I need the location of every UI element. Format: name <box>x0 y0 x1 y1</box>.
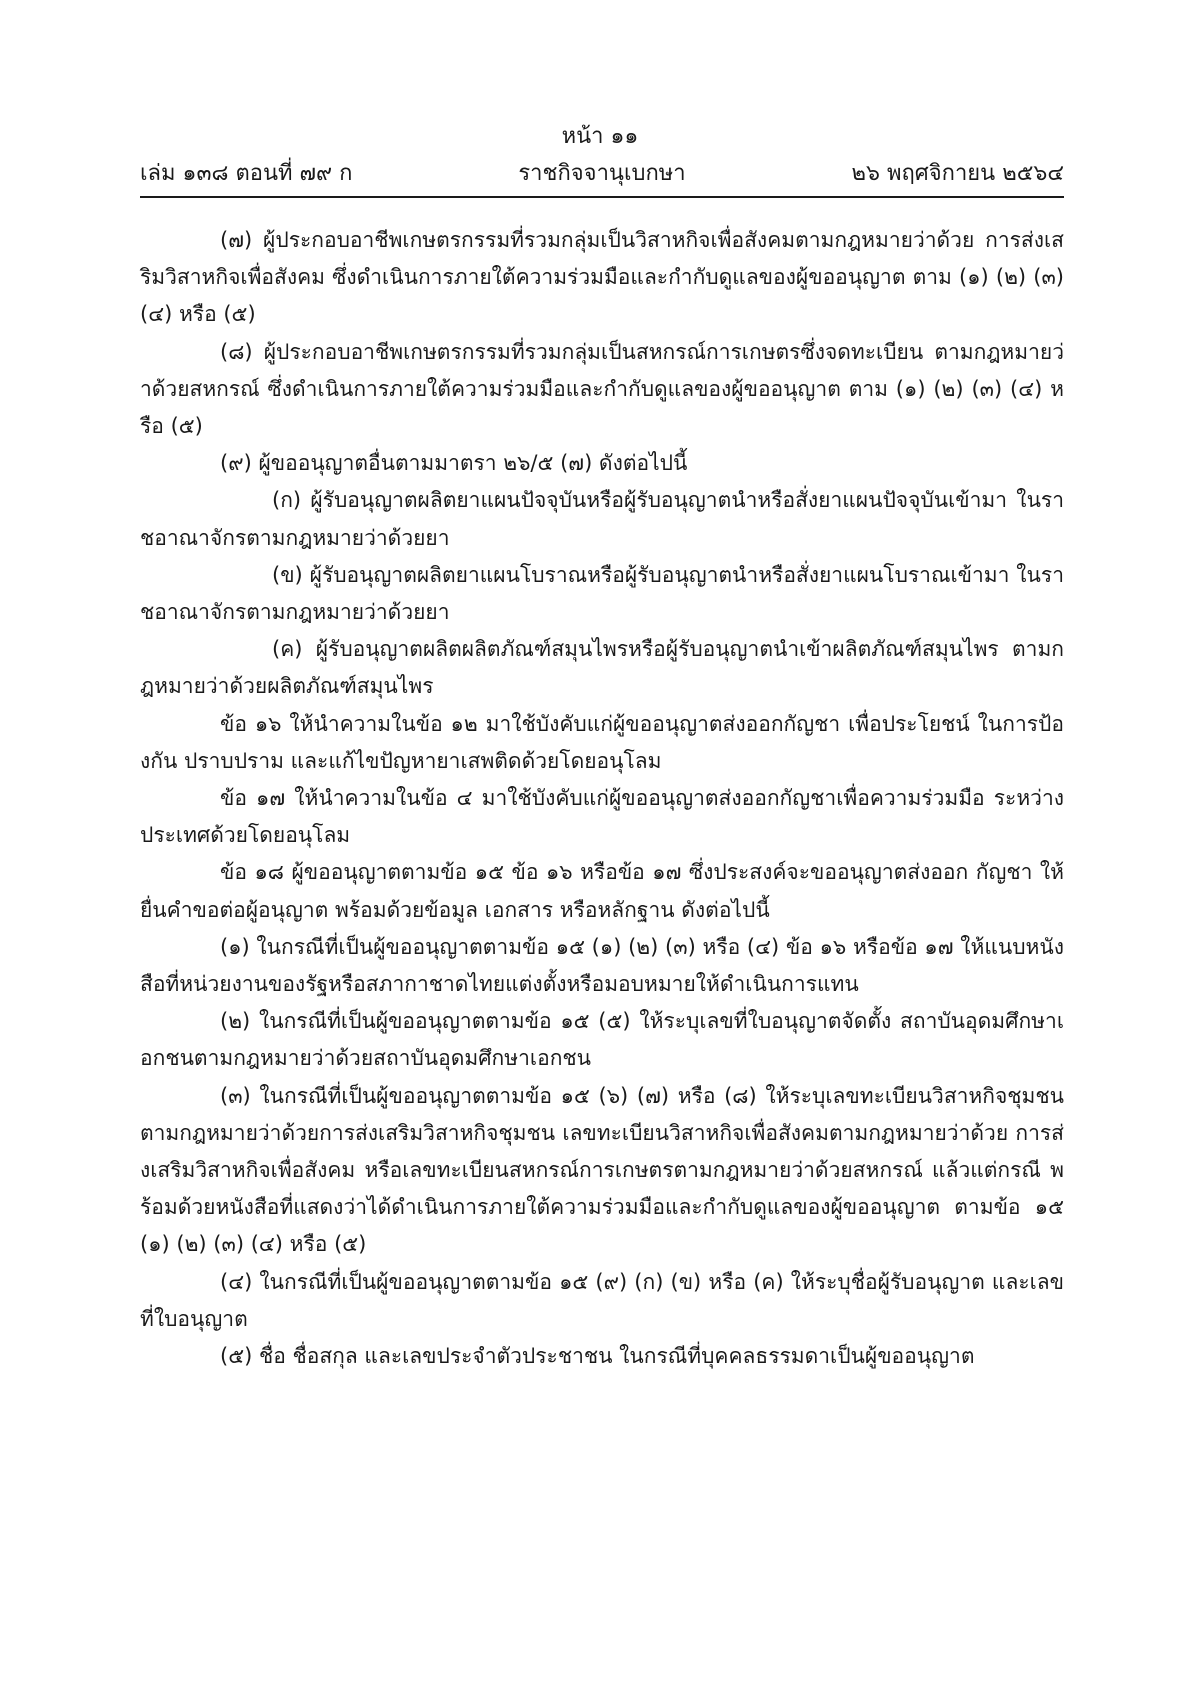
publication-name: ราชกิจจานุเบกษา <box>518 161 686 186</box>
paragraph-7: (๗) ผู้ประกอบอาชีพเกษตรกรรมที่รวมกลุ่มเป็นวิสาหกิจเพื่อสังคมตามกฎหมายว่าด้วย การส่งเสริมวิสาหกิจเพื่อสังคม ซึ่งดำเนินการภายใต้ความร่วมมือและกำกับดูแลของผู้ขออนุญาต ตาม (๑) (๒) (๓) (๔) หรือ (๕) <box>140 228 1064 327</box>
page-number: หน้า ๑๑ <box>561 124 639 149</box>
clause-17: ข้อ ๑๗ ให้นำความในข้อ ๔ มาใช้บังคับแก่ผู้ขออนุญาตส่งออกกัญชาเพื่อความร่วมมือ ระหว่างประเทศด้วยโดยอนุโลม <box>140 786 1064 848</box>
clause-18-item-5: (๕) ชื่อ ชื่อสกุล และเลขประจำตัวประชาชน ในกรณีที่บุคคลธรรมดาเป็นผู้ขออนุญาต <box>220 1344 975 1369</box>
clause-18-item-3: (๓) ในกรณีที่เป็นผู้ขออนุญาตตามข้อ ๑๕ (๖) (๗) หรือ (๘) ให้ระบุเลขทะเบียนวิสาหกิจชุมชน ตามกฎหมายว่าด้วยการส่งเสริมวิสาหกิจชุมชน เลขทะเบียนวิสาหกิจเพื่อสังคมตามกฎหมายว่าด้วย การส่งเสริมวิสาหกิจเพื่อสังคม หรือเลขทะเบียนสหกรณ์การเกษตรตามกฎหมายว่าด้วยสหกรณ์ แล้วแต่กรณี พร้อมด้วยหนังสือที่แสดงว่าได้ดำเนินการภายใต้ความร่วมมือและกำกับดูแลของผู้ขออนุญาต ตามข้อ ๑๕ (๑) (๒) (๓) (๔) หรือ (๕) <box>140 1083 1064 1257</box>
paragraph-9-ko: (ก) ผู้รับอนุญาตผลิตยาแผนปัจจุบันหรือผู้รับอนุญาตนำหรือสั่งยาแผนปัจจุบันเข้ามา ในราชอาณาจักรตามกฎหมายว่าด้วยยา <box>140 488 1064 550</box>
paragraph-9-kho: (ข) ผู้รับอนุญาตผลิตยาแผนโบราณหรือผู้รับอนุญาตนำหรือสั่งยาแผนโบราณเข้ามา ในราชอาณาจักรตามกฎหมายว่าด้วยยา <box>140 562 1064 625</box>
clause-16: ข้อ ๑๖ ให้นำความในข้อ ๑๒ มาใช้บังคับแก่ผู้ขออนุญาตส่งออกกัญชา เพื่อประโยชน์ ในการป้องกัน ปราบปราม และแก้ไขปัญหายาเสพติดด้วยโดยอนุโลม <box>140 711 1064 773</box>
clause-18-item-1: (๑) ในกรณีที่เป็นผู้ขออนุญาตตามข้อ ๑๕ (๑) (๒) (๓) หรือ (๔) ข้อ ๑๖ หรือข้อ ๑๗ ให้แนบหนังสือที่หน่วยงานของรัฐหรือสภากาชาดไทยแต่งตั้งหรือมอบหมายให้ดำเนินการแทน <box>140 934 1064 997</box>
document-body <box>140 222 1064 1375</box>
paragraph-9: (๙) ผู้ขออนุญาตอื่นตามมาตรา ๒๖/๕ (๗) ดังต่อไปนี้ <box>220 451 688 476</box>
clause-18: ข้อ ๑๘ ผู้ขออนุญาตตามข้อ ๑๕ ข้อ ๑๖ หรือข้อ ๑๗ ซึ่งประสงค์จะขออนุญาตส่งออก กัญชา ให้ยื่นคำขอต่อผู้อนุญาต พร้อมด้วยข้อมูล เอกสาร หรือหลักฐาน ดังต่อไปนี้ <box>140 860 1064 922</box>
publication-date: ๒๖ พฤศจิกายน ๒๕๖๔ <box>851 161 1064 186</box>
volume-issue: เล่ม ๑๓๘ ตอนที่ ๗๙ ก <box>140 161 353 186</box>
header-divider <box>140 196 1064 198</box>
paragraph-9-kho-khwai: (ค) ผู้รับอนุญาตผลิตผลิตภัณฑ์สมุนไพรหรือผู้รับอนุญาตนำเข้าผลิตภัณฑ์สมุนไพร ตามกฎหมายว่าด้วยผลิตภัณฑ์สมุนไพร <box>140 637 1064 699</box>
clause-18-item-2: (๒) ในกรณีที่เป็นผู้ขออนุญาตตามข้อ ๑๕ (๕) ให้ระบุเลขที่ใบอนุญาตจัดตั้ง สถาบันอุดมศึกษาเอกชนตามกฎหมายว่าด้วยสถาบันอุดมศึกษาเอกชน <box>140 1009 1064 1071</box>
clause-18-item-4: (๔) ในกรณีที่เป็นผู้ขออนุญาตตามข้อ ๑๕ (๙) (ก) (ข) หรือ (ค) ให้ระบุชื่อผู้รับอนุญาต และเลขที่ใบอนุญาต <box>140 1269 1064 1331</box>
paragraph-8: (๘) ผู้ประกอบอาชีพเกษตรกรรมที่รวมกลุ่มเป็นสหกรณ์การเกษตรซึ่งจดทะเบียน ตามกฎหมายว่าด้วยสหกรณ์ ซึ่งดำเนินการภายใต้ความร่วมมือและกำกับดูแลของผู้ขออนุญาต ตาม (๑) (๒) (๓) (๔) หรือ (๕) <box>140 339 1064 439</box>
gazette-header <box>140 158 1064 192</box>
